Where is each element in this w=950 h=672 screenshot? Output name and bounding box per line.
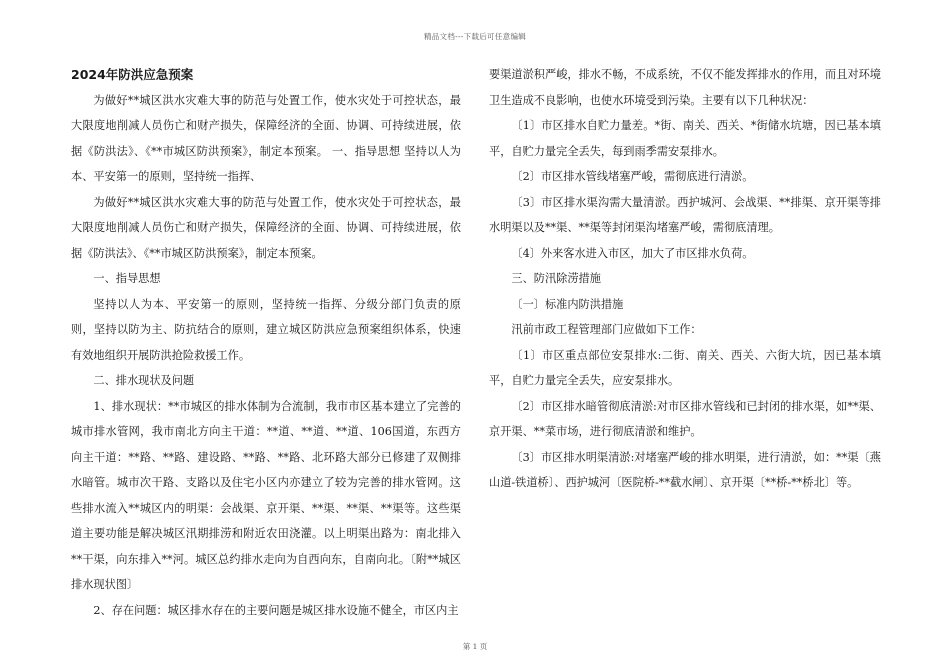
left-column — [71, 62, 461, 623]
section-heading: 二、排水现状及问题 — [93, 374, 195, 387]
list-item: 〔4〕外来客水进入市区，加大了市区排水负荷。 — [511, 246, 754, 260]
document-title: 2024年防洪应急预案 — [71, 67, 194, 82]
list-item: 〔1〕市区重点部位安泵排水:二街、南关、西关、六街大坑，因已基本填平，自贮力量完全丢失，应安泵排水。 — [489, 348, 881, 387]
paragraph: 2、存在问题：城区排水存在的主要问题是城区排水设施不健全，市区内主 — [93, 603, 459, 617]
list-item: 〔2〕市区排水管线堵塞严峻，需彻底进行清淤。 — [511, 170, 754, 183]
list-item: 〔3〕市区排水明渠清淤:对堵塞严峻的排水明渠，进行清淤，如：**渠〔燕山道-铁道桥〕、西护城河〔医院桥-**截水闸〕、京开渠〔**桥-**桥北〕等。 — [489, 450, 881, 489]
paragraph: 1、排水现状：**市城区的排水体制为合流制，我市市区基本建立了完善的城市排水管网，我市南北方向主干道：**道、**道、**道、106国道，东西方向主干道：**路、**路、建设路、**路、**路、北环路大部分已修建了双侧排水暗管。城市次干路、支路以及住宅小区内亦建立了较为完善的排水管网。这些排水流入**城区内的明渠：会战渠、京开渠、**渠、**渠、**渠等。这些渠道主要功能是解决城区汛期排涝和附近农田浇灌。以上明渠出路为：南北排入**干渠，向东排入**河。城区总约排水走向为自西向东，自南向北。〔附**城区排水现状图〕 — [71, 399, 461, 591]
page-header: 精品文档---下载后可任意编辑 — [423, 32, 527, 41]
list-item: 〔2〕市区排水暗管彻底清淤:对市区排水管线和已封闭的排水渠，如**渠、京开渠、**菜市场，进行彻底清淤和维护。 — [489, 399, 881, 438]
paragraph: 为做好**城区洪水灾难大事的防范与处置工作，使水灾处于可控状态，最大限度地削减人员伤亡和财产损失，保障经济的全面、协调、可持续进展，依据《防洪法》、《**市城区防洪预案》，制定本预案。 一、指导思想 坚持以人为本、平安第一的原则，坚持统一指挥、 — [71, 93, 461, 183]
right-column — [489, 62, 881, 496]
list-item: 〔1〕市区排水自贮力量差。*街、南关、西关、*街储水坑塘，因已基本填平，自贮力量完全丢失，每到雨季需安泵排水。 — [489, 119, 881, 158]
paragraph: 为做好**城区洪水灾难大事的防范与处置工作，使水灾处于可控状态，最大限度地削减人员伤亡和财产损失，保障经济的全面、协调、可持续进展，依据《防洪法》、《**市城区防洪预案》，制定本预案。 — [71, 195, 461, 260]
paragraph: 要渠道淤积严峻，排水不畅，不成系统，不仅不能发挥排水的作用，而且对环境卫生造成不良影响，也使水环境受到污染。主要有以下几种状况： — [489, 68, 881, 107]
subsection-heading: 〔一〕标准内防洪措施 — [511, 297, 624, 311]
section-heading: 一、指导思想 — [93, 272, 161, 285]
page-footer: 第 1 页 — [462, 642, 488, 651]
paragraph: 坚持以人为本、平安第一的原则，坚持统一指挥、分级分部门负责的原则，坚持以防为主、防抗结合的原则，建立城区防洪应急预案组织体系，快速有效地组织开展防洪抢险救援工作。 — [71, 297, 461, 362]
section-heading: 三、防汛除涝措施 — [511, 272, 601, 285]
paragraph: 汛前市政工程管理部门应做如下工作： — [511, 323, 702, 336]
list-item: 〔3〕市区排水渠沟需大量清淤。西护城河、会战渠、**排渠、京开渠等排水明渠以及**渠、**渠等封闭渠沟堵塞严峻，需彻底清理。 — [489, 195, 881, 234]
